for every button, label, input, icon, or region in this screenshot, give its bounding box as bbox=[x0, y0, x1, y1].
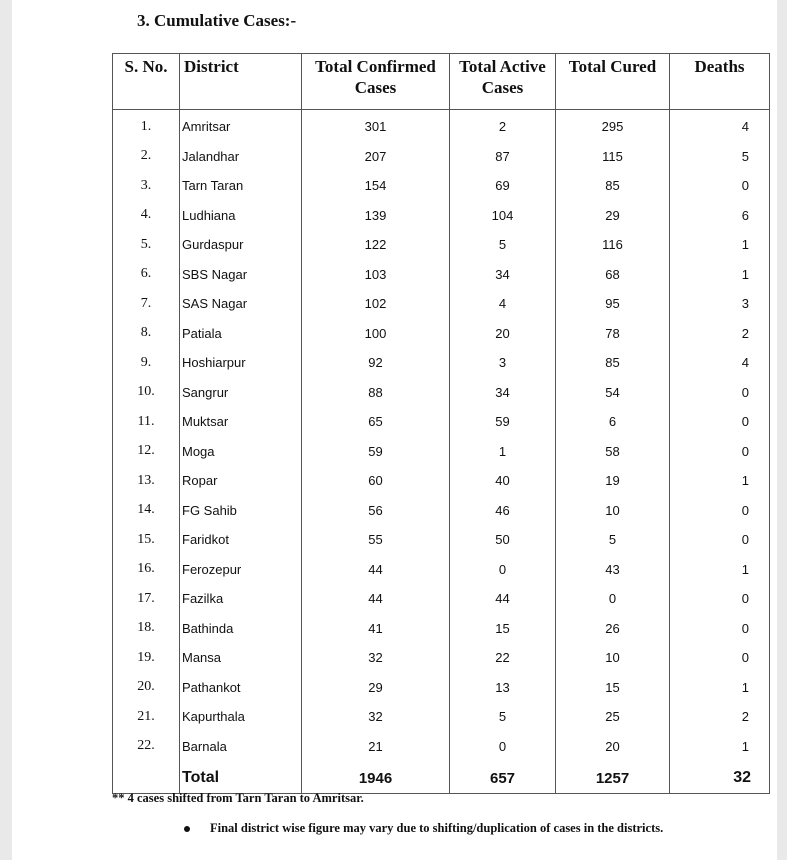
cell-sno: 5. bbox=[113, 230, 180, 260]
table-row bbox=[113, 702, 770, 732]
cell-sno: 12. bbox=[113, 437, 180, 467]
cell-active: 46 bbox=[450, 496, 556, 526]
cell-active: 44 bbox=[450, 584, 556, 614]
cell-active: 59 bbox=[450, 407, 556, 437]
cell-confirmed: 154 bbox=[302, 171, 450, 201]
section-heading: 3. Cumulative Cases:- bbox=[137, 11, 297, 30]
total-deaths: 32 bbox=[670, 761, 770, 794]
table-row bbox=[113, 110, 770, 142]
cell-cured: 85 bbox=[556, 171, 670, 201]
header-deaths: Deaths bbox=[670, 54, 770, 110]
total-label: Total bbox=[180, 761, 302, 794]
cell-district: Muktsar bbox=[180, 407, 302, 437]
cell-deaths: 6 bbox=[670, 201, 770, 231]
cell-sno: 7. bbox=[113, 289, 180, 319]
total-active: 657 bbox=[450, 761, 556, 794]
cell-deaths: 1 bbox=[670, 732, 770, 762]
cell-active: 2 bbox=[450, 110, 556, 142]
cell-confirmed: 88 bbox=[302, 378, 450, 408]
cell-cured: 25 bbox=[556, 702, 670, 732]
cell-cured: 68 bbox=[556, 260, 670, 290]
cell-district: Mansa bbox=[180, 643, 302, 673]
cell-district: Bathinda bbox=[180, 614, 302, 644]
cell-cured: 115 bbox=[556, 142, 670, 172]
cell-cured: 10 bbox=[556, 643, 670, 673]
table-row bbox=[113, 673, 770, 703]
cell-cured: 295 bbox=[556, 110, 670, 142]
cell-district: Amritsar bbox=[180, 110, 302, 142]
cell-deaths: 5 bbox=[670, 142, 770, 172]
cell-cured: 10 bbox=[556, 496, 670, 526]
cell-deaths: 0 bbox=[670, 584, 770, 614]
cell-deaths: 0 bbox=[670, 378, 770, 408]
note-text: Final district wise figure may vary due to shifting/duplication of cases in the districts. bbox=[210, 821, 664, 835]
table-row bbox=[113, 289, 770, 319]
header-district: District bbox=[180, 54, 302, 110]
cell-active: 0 bbox=[450, 555, 556, 585]
table-row bbox=[113, 437, 770, 467]
cell-district: SAS Nagar bbox=[180, 289, 302, 319]
cell-district: Hoshiarpur bbox=[180, 348, 302, 378]
cell-confirmed: 100 bbox=[302, 319, 450, 349]
cell-district: Faridkot bbox=[180, 525, 302, 555]
cell-sno: 9. bbox=[113, 348, 180, 378]
cell-sno: 22. bbox=[113, 732, 180, 762]
cell-active: 22 bbox=[450, 643, 556, 673]
cell-confirmed: 102 bbox=[302, 289, 450, 319]
cell-district: Ropar bbox=[180, 466, 302, 496]
cell-district: Sangrur bbox=[180, 378, 302, 408]
table-row bbox=[113, 378, 770, 408]
cell-confirmed: 139 bbox=[302, 201, 450, 231]
cell-cured: 95 bbox=[556, 289, 670, 319]
cell-district: Kapurthala bbox=[180, 702, 302, 732]
bullet-icon bbox=[184, 826, 190, 832]
cumulative-cases-table bbox=[112, 53, 770, 794]
cell-cured: 5 bbox=[556, 525, 670, 555]
cell-confirmed: 29 bbox=[302, 673, 450, 703]
table-row bbox=[113, 584, 770, 614]
table-row bbox=[113, 142, 770, 172]
cell-cured: 6 bbox=[556, 407, 670, 437]
cell-confirmed: 92 bbox=[302, 348, 450, 378]
cell-confirmed: 44 bbox=[302, 584, 450, 614]
cell-active: 69 bbox=[450, 171, 556, 201]
cell-deaths: 1 bbox=[670, 260, 770, 290]
cell-cured: 20 bbox=[556, 732, 670, 762]
cell-district: Fazilka bbox=[180, 584, 302, 614]
cell-district: Ferozepur bbox=[180, 555, 302, 585]
cell-deaths: 0 bbox=[670, 407, 770, 437]
cell-cured: 15 bbox=[556, 673, 670, 703]
cell-active: 3 bbox=[450, 348, 556, 378]
cell-cured: 78 bbox=[556, 319, 670, 349]
cell-district: Moga bbox=[180, 437, 302, 467]
cell-deaths: 4 bbox=[670, 110, 770, 142]
cell-cured: 54 bbox=[556, 378, 670, 408]
cell-district: Jalandhar bbox=[180, 142, 302, 172]
table-row bbox=[113, 496, 770, 526]
cell-active: 34 bbox=[450, 378, 556, 408]
cell-active: 13 bbox=[450, 673, 556, 703]
cell-district: Gurdaspur bbox=[180, 230, 302, 260]
table-row bbox=[113, 319, 770, 349]
table-row bbox=[113, 614, 770, 644]
cell-deaths: 2 bbox=[670, 319, 770, 349]
total-sno bbox=[113, 761, 180, 794]
cell-active: 1 bbox=[450, 437, 556, 467]
cell-district: SBS Nagar bbox=[180, 260, 302, 290]
cell-active: 34 bbox=[450, 260, 556, 290]
cell-cured: 0 bbox=[556, 584, 670, 614]
table-row bbox=[113, 466, 770, 496]
table-row bbox=[113, 555, 770, 585]
header-active: Total Active Cases bbox=[450, 54, 556, 110]
cell-sno: 10. bbox=[113, 378, 180, 408]
cell-confirmed: 32 bbox=[302, 702, 450, 732]
cell-cured: 43 bbox=[556, 555, 670, 585]
cell-confirmed: 44 bbox=[302, 555, 450, 585]
cell-district: Patiala bbox=[180, 319, 302, 349]
cell-confirmed: 60 bbox=[302, 466, 450, 496]
total-row bbox=[113, 761, 770, 794]
cell-cured: 116 bbox=[556, 230, 670, 260]
note-list-item bbox=[184, 821, 663, 836]
cell-deaths: 1 bbox=[670, 673, 770, 703]
table-row bbox=[113, 348, 770, 378]
cell-sno: 15. bbox=[113, 525, 180, 555]
cell-sno: 17. bbox=[113, 584, 180, 614]
cell-sno: 20. bbox=[113, 673, 180, 703]
cell-active: 15 bbox=[450, 614, 556, 644]
table-row bbox=[113, 525, 770, 555]
cell-confirmed: 65 bbox=[302, 407, 450, 437]
cell-sno: 13. bbox=[113, 466, 180, 496]
table-row bbox=[113, 230, 770, 260]
table-row bbox=[113, 732, 770, 762]
cell-active: 104 bbox=[450, 201, 556, 231]
document-page bbox=[12, 0, 777, 860]
header-cured: Total Cured bbox=[556, 54, 670, 110]
cell-deaths: 1 bbox=[670, 555, 770, 585]
cell-deaths: 0 bbox=[670, 171, 770, 201]
cell-cured: 29 bbox=[556, 201, 670, 231]
cell-district: Barnala bbox=[180, 732, 302, 762]
cell-confirmed: 301 bbox=[302, 110, 450, 142]
cell-active: 50 bbox=[450, 525, 556, 555]
cell-district: Ludhiana bbox=[180, 201, 302, 231]
table-row bbox=[113, 260, 770, 290]
cell-deaths: 3 bbox=[670, 289, 770, 319]
cell-sno: 2. bbox=[113, 142, 180, 172]
cell-sno: 1. bbox=[113, 110, 180, 142]
table-row bbox=[113, 407, 770, 437]
cell-deaths: 1 bbox=[670, 466, 770, 496]
table-row bbox=[113, 643, 770, 673]
header-confirmed: Total Confirmed Cases bbox=[302, 54, 450, 110]
cell-active: 5 bbox=[450, 702, 556, 732]
cell-deaths: 2 bbox=[670, 702, 770, 732]
cell-confirmed: 59 bbox=[302, 437, 450, 467]
cell-sno: 6. bbox=[113, 260, 180, 290]
footnote: ** 4 cases shifted from Tarn Taran to Amritsar. bbox=[112, 791, 364, 805]
cell-deaths: 1 bbox=[670, 230, 770, 260]
cell-confirmed: 41 bbox=[302, 614, 450, 644]
cell-deaths: 0 bbox=[670, 614, 770, 644]
cell-sno: 8. bbox=[113, 319, 180, 349]
cell-sno: 21. bbox=[113, 702, 180, 732]
cell-deaths: 0 bbox=[670, 643, 770, 673]
cell-confirmed: 32 bbox=[302, 643, 450, 673]
cell-district: Pathankot bbox=[180, 673, 302, 703]
cell-active: 5 bbox=[450, 230, 556, 260]
cell-cured: 58 bbox=[556, 437, 670, 467]
table-row bbox=[113, 201, 770, 231]
table-row bbox=[113, 171, 770, 201]
cell-deaths: 0 bbox=[670, 437, 770, 467]
cell-deaths: 0 bbox=[670, 525, 770, 555]
cell-sno: 3. bbox=[113, 171, 180, 201]
cell-deaths: 4 bbox=[670, 348, 770, 378]
cell-cured: 26 bbox=[556, 614, 670, 644]
cell-confirmed: 122 bbox=[302, 230, 450, 260]
cell-sno: 4. bbox=[113, 201, 180, 231]
cell-sno: 18. bbox=[113, 614, 180, 644]
header-sno: S. No. bbox=[113, 54, 180, 110]
table-header-row bbox=[113, 54, 770, 110]
total-confirmed: 1946 bbox=[302, 761, 450, 794]
cell-district: FG Sahib bbox=[180, 496, 302, 526]
cell-active: 20 bbox=[450, 319, 556, 349]
cell-active: 87 bbox=[450, 142, 556, 172]
cell-cured: 85 bbox=[556, 348, 670, 378]
cell-district: Tarn Taran bbox=[180, 171, 302, 201]
total-cured: 1257 bbox=[556, 761, 670, 794]
cell-cured: 19 bbox=[556, 466, 670, 496]
cell-confirmed: 207 bbox=[302, 142, 450, 172]
cell-sno: 16. bbox=[113, 555, 180, 585]
cell-confirmed: 56 bbox=[302, 496, 450, 526]
cell-confirmed: 21 bbox=[302, 732, 450, 762]
cell-sno: 14. bbox=[113, 496, 180, 526]
cell-active: 0 bbox=[450, 732, 556, 762]
cell-sno: 11. bbox=[113, 407, 180, 437]
cell-confirmed: 55 bbox=[302, 525, 450, 555]
cell-active: 40 bbox=[450, 466, 556, 496]
cell-active: 4 bbox=[450, 289, 556, 319]
cell-sno: 19. bbox=[113, 643, 180, 673]
cell-deaths: 0 bbox=[670, 496, 770, 526]
cell-confirmed: 103 bbox=[302, 260, 450, 290]
